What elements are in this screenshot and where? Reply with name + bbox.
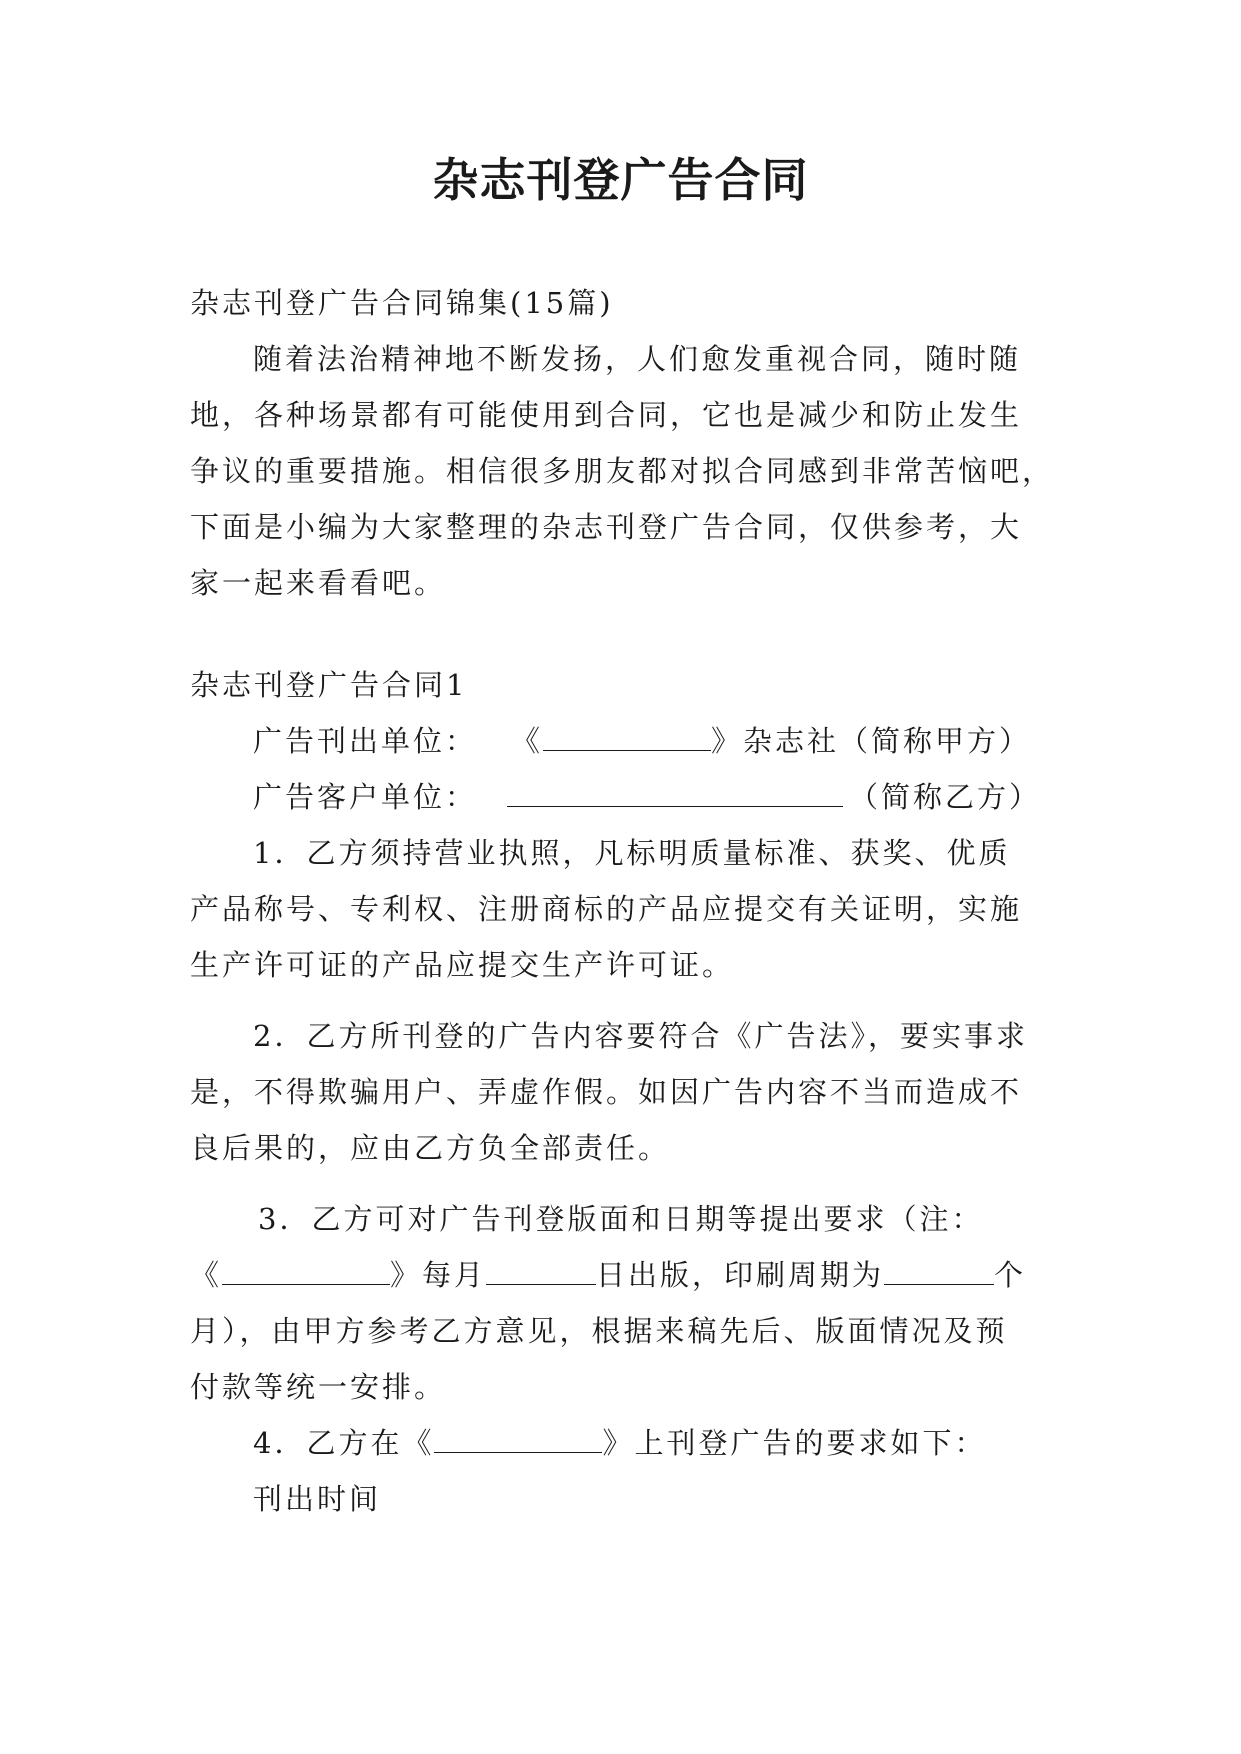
collection-heading: 杂志刊登广告合同锦集(15篇) xyxy=(190,286,614,320)
clause-3-open-quote: 《 xyxy=(190,1258,223,1292)
publish-time-label: 刊出时间 xyxy=(253,1482,382,1516)
clause-3-text: 日出版，印刷周期为 xyxy=(596,1258,885,1292)
party-a-row xyxy=(253,721,1031,761)
clause-4-prefix: 4．乙方在《 xyxy=(253,1426,435,1460)
clause-3-text: 》每月 xyxy=(390,1258,487,1292)
intro-line: 争议的重要措施。相信很多朋友都对拟合同感到非常苦恼吧， xyxy=(190,454,1055,488)
clause-3-line: 3．乙方可对广告刊登版面和日期等提出要求（注： xyxy=(258,1202,984,1236)
publish-day-blank[interactable] xyxy=(486,1256,596,1285)
party-a-suffix: 》杂志社（简称甲方） xyxy=(711,724,1032,758)
party-a-label: 广告刊出单位： xyxy=(253,724,478,758)
client-name-blank[interactable] xyxy=(507,778,843,807)
magazine-name-blank[interactable] xyxy=(222,1256,390,1285)
clause-4-line xyxy=(253,1423,986,1463)
clause-2-line: 良后果的，应由乙方负全部责任。 xyxy=(190,1131,671,1165)
intro-line: 家一起来看看吧。 xyxy=(190,566,447,600)
party-b-label: 广告客户单位： xyxy=(253,780,478,814)
intro-line: 地，各种场景都有可能使用到合同，它也是减少和防止发生 xyxy=(190,398,1023,432)
clause-3-line xyxy=(190,1255,1026,1295)
clause-1-line: 生产许可证的产品应提交生产许可证。 xyxy=(190,948,735,982)
clause-2-line: 2．乙方所刊登的广告内容要符合《广告法》，要实事求 xyxy=(253,1019,1028,1053)
contract-heading: 杂志刊登广告合同1 xyxy=(190,668,468,702)
print-cycle-blank[interactable] xyxy=(884,1256,994,1285)
clause-3-text: 个 xyxy=(994,1258,1027,1292)
magazine-name-blank[interactable] xyxy=(543,722,711,751)
clause-3-line: 月），由甲方参考乙方意见，根据来稿先后、版面情况及预 xyxy=(190,1314,1008,1348)
magazine-name-blank[interactable] xyxy=(434,1424,602,1453)
clause-1-line: 1．乙方须持营业执照，凡标明质量标准、获奖、优质 xyxy=(253,836,1011,870)
clause-3-line: 付款等统一安排。 xyxy=(190,1370,447,1404)
party-b-suffix: （简称乙方） xyxy=(849,780,1042,814)
clause-4-suffix: 》上刊登广告的要求如下： xyxy=(602,1426,987,1460)
party-a-open-quote: 《 xyxy=(511,724,544,758)
page-title: 杂志刊登广告合同 xyxy=(432,153,809,207)
clause-1-line: 产品称号、专利权、注册商标的产品应提交有关证明，实施 xyxy=(190,892,1023,926)
intro-line: 下面是小编为大家整理的杂志刊登广告合同，仅供参考，大 xyxy=(190,510,1023,544)
clause-2-line: 是，不得欺骗用户、弄虚作假。如因广告内容不当而造成不 xyxy=(190,1075,1023,1109)
party-b-row xyxy=(253,777,1041,817)
intro-line: 随着法治精神地不断发扬，人们愈发重视合同，随时随 xyxy=(253,342,1022,376)
